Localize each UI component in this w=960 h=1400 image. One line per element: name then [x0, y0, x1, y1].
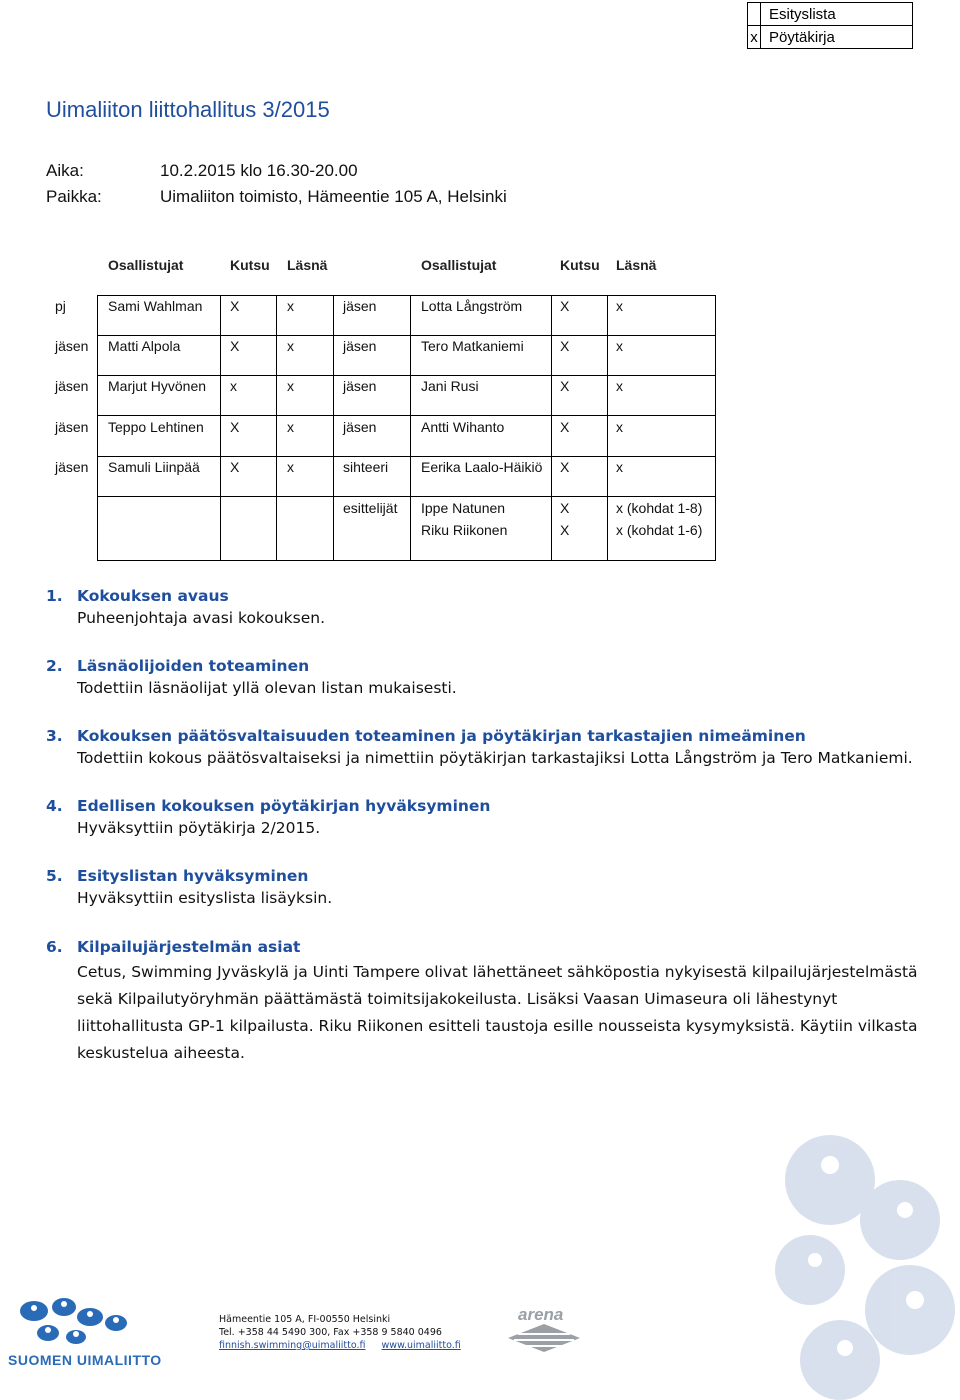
role-cell: pj: [55, 298, 66, 314]
grid-line: [97, 560, 716, 561]
invite-cell: X: [230, 298, 240, 314]
agenda-heading: Kokouksen päätösvaltaisuuden toteaminen ja pöytäkirjan tarkastajien nimeäminen: [77, 727, 806, 745]
doctype-label: Esityslista: [761, 3, 913, 26]
footer-web-link[interactable]: www.uimaliitto.fi: [381, 1340, 461, 1351]
agenda-item: [46, 587, 936, 627]
agenda-text: Hyväksyttiin esityslista lisäyksin.: [77, 889, 333, 907]
present-cell: x: [616, 378, 623, 394]
doctype-mark: x: [748, 26, 761, 49]
invite-cell: X: [560, 298, 570, 314]
uimaliitto-logo-text: SUOMEN UIMALIITTO: [8, 1352, 162, 1368]
agenda-text: Todettiin kokous päätösvaltaiseksi ja nimettiin pöytäkirjan tarkastajiksi Lotta Långström ja Tero Matkaniemi.: [77, 749, 913, 767]
watermark-circle: [860, 1180, 940, 1260]
watermark-swimmers-graphic: [720, 1120, 960, 1400]
present-cell: x: [287, 378, 294, 394]
agenda-heading: Kokouksen avaus: [77, 587, 229, 605]
role-cell: jäsen: [343, 378, 377, 394]
name-cell: Sami Wahlman: [108, 298, 203, 314]
agenda-heading: Läsnäolijoiden toteaminen: [77, 657, 310, 675]
agenda-number: 4.: [46, 797, 63, 815]
role-cell: jäsen: [343, 338, 377, 354]
invite-cell: X: [230, 419, 240, 435]
grid-line: [276, 295, 277, 560]
invite-cell: X: [560, 338, 570, 354]
place-label: Paikka:: [46, 187, 102, 206]
agenda-number: 5.: [46, 867, 63, 885]
document-type-box: [747, 2, 913, 49]
place-value: Uimaliiton toimisto, Hämeentie 105 A, Helsinki: [160, 187, 507, 206]
watermark-circle: [865, 1265, 955, 1355]
invite-cell: X: [230, 338, 240, 354]
footer-links: [219, 1340, 461, 1351]
doctype-label: Pöytäkirja: [761, 26, 913, 49]
footer-address: Hämeentie 105 A, FI-00550 Helsinki: [219, 1314, 391, 1325]
grid-line: [410, 295, 411, 560]
role-cell: jäsen: [55, 338, 89, 354]
time-value: 10.2.2015 klo 16.30-20.00: [160, 161, 358, 180]
grid-line: [551, 295, 552, 560]
watermark-circle: [800, 1320, 880, 1400]
grid-line: [97, 295, 98, 560]
arena-logo-diamond: [508, 1324, 580, 1352]
grid-line: [220, 295, 221, 560]
footer-email-link[interactable]: finnish.swimming@uimaliitto.fi: [219, 1340, 366, 1351]
present-cell: x (kohdat 1-8): [616, 500, 703, 516]
name-cell: Ippe Natunen: [421, 500, 506, 516]
header-participants-left: Osallistujat: [108, 257, 184, 273]
name-cell: Marjut Hyvönen: [108, 378, 207, 394]
name-cell: Antti Wihanto: [421, 419, 505, 435]
present-cell: x: [287, 338, 294, 354]
agenda-number: 3.: [46, 727, 63, 745]
present-cell: x: [616, 419, 623, 435]
arena-logo-text: arena: [518, 1305, 564, 1324]
footer-phone: Tel. +358 44 5490 300, Fax +358 9 5840 0496: [219, 1327, 442, 1338]
header-participants-right: Osallistujat: [421, 257, 497, 273]
invite-cell: X: [560, 378, 570, 394]
grid-line: [715, 295, 716, 560]
name-cell: Matti Alpola: [108, 338, 181, 354]
header-present-right: Läsnä: [616, 257, 657, 273]
header-invite-left: Kutsu: [230, 257, 270, 273]
agenda-item: [46, 797, 936, 837]
grid-line: [97, 295, 716, 296]
grid-line: [97, 496, 716, 497]
role-cell: jäsen: [55, 459, 89, 475]
header-present-left: Läsnä: [287, 257, 328, 273]
grid-line: [97, 415, 716, 416]
invite-cell: x: [230, 378, 237, 394]
doctype-row-agenda: [748, 3, 913, 26]
agenda-item: [46, 727, 936, 767]
agenda-text: Todettiin läsnäolijat yllä olevan listan mukaisesti.: [77, 679, 457, 697]
role-cell: jäsen: [343, 419, 377, 435]
present-cell: x (kohdat 1-6): [616, 522, 703, 538]
invite-cell: X: [230, 459, 240, 475]
invite-cell: X: [560, 419, 570, 435]
grid-line: [333, 295, 334, 560]
agenda-heading: Kilpailujärjestelmän asiat: [77, 938, 301, 956]
present-cell: x: [287, 298, 294, 314]
role-cell: sihteeri: [343, 459, 389, 475]
agenda-item: [46, 867, 936, 907]
name-cell: Samuli Liinpää: [108, 459, 200, 475]
grid-line: [97, 456, 716, 457]
agenda-number: 6.: [46, 938, 63, 956]
time-label: Aika:: [46, 161, 84, 180]
grid-line: [97, 335, 716, 336]
invite-cell: X: [560, 522, 570, 538]
role-cell: esittelijät: [343, 500, 398, 516]
agenda-item: [46, 938, 936, 1067]
name-cell: Jani Rusi: [421, 378, 479, 394]
name-cell: Lotta Långström: [421, 298, 523, 314]
name-cell: Tero Matkaniemi: [421, 338, 524, 354]
uimaliitto-logo: [8, 1293, 178, 1353]
present-cell: x: [616, 459, 623, 475]
agenda-heading: Edellisen kokouksen pöytäkirjan hyväksyminen: [77, 797, 491, 815]
agenda-text: Cetus, Swimming Jyväskylä ja Uinti Tampere olivat lähettäneet sähköpostia nykyisestä kilpailujärjestelmästä sekä Kilpailutyöryhmän päättämästä toimitsijakokeilusta. Lisäksi Vaasan Uimaseura oli lähestynyt liittohallitusta GP-1 kilpailusta. Riku Riikonen esitteli taustoja esille nousseista kysymyksistä. Käytiin vilkasta keskustelua aiheesta.: [77, 963, 918, 1062]
doctype-row-minutes: [748, 26, 913, 49]
invite-cell: X: [560, 500, 570, 516]
watermark-circle: [775, 1235, 845, 1305]
grid-line: [97, 375, 716, 376]
role-cell: jäsen: [343, 298, 377, 314]
agenda-number: 2.: [46, 657, 63, 675]
agenda-item: [46, 657, 936, 697]
present-cell: x: [616, 298, 623, 314]
name-cell: Eerika Laalo-Häikiö: [421, 459, 543, 475]
doctype-mark: [748, 3, 761, 26]
role-cell: jäsen: [55, 378, 89, 394]
agenda-text: Puheenjohtaja avasi kokouksen.: [77, 609, 325, 627]
header-invite-right: Kutsu: [560, 257, 600, 273]
name-cell: Riku Riikonen: [421, 522, 508, 538]
present-cell: x: [287, 459, 294, 475]
grid-line: [607, 295, 608, 560]
present-cell: x: [616, 338, 623, 354]
agenda-number: 1.: [46, 587, 63, 605]
name-cell: Teppo Lehtinen: [108, 419, 204, 435]
present-cell: x: [287, 419, 294, 435]
invite-cell: X: [560, 459, 570, 475]
page-title: Uimaliiton liittohallitus 3/2015: [46, 97, 330, 122]
role-cell: jäsen: [55, 419, 89, 435]
agenda-text: Hyväksyttiin pöytäkirja 2/2015.: [77, 819, 321, 837]
agenda-heading: Esityslistan hyväksyminen: [77, 867, 309, 885]
